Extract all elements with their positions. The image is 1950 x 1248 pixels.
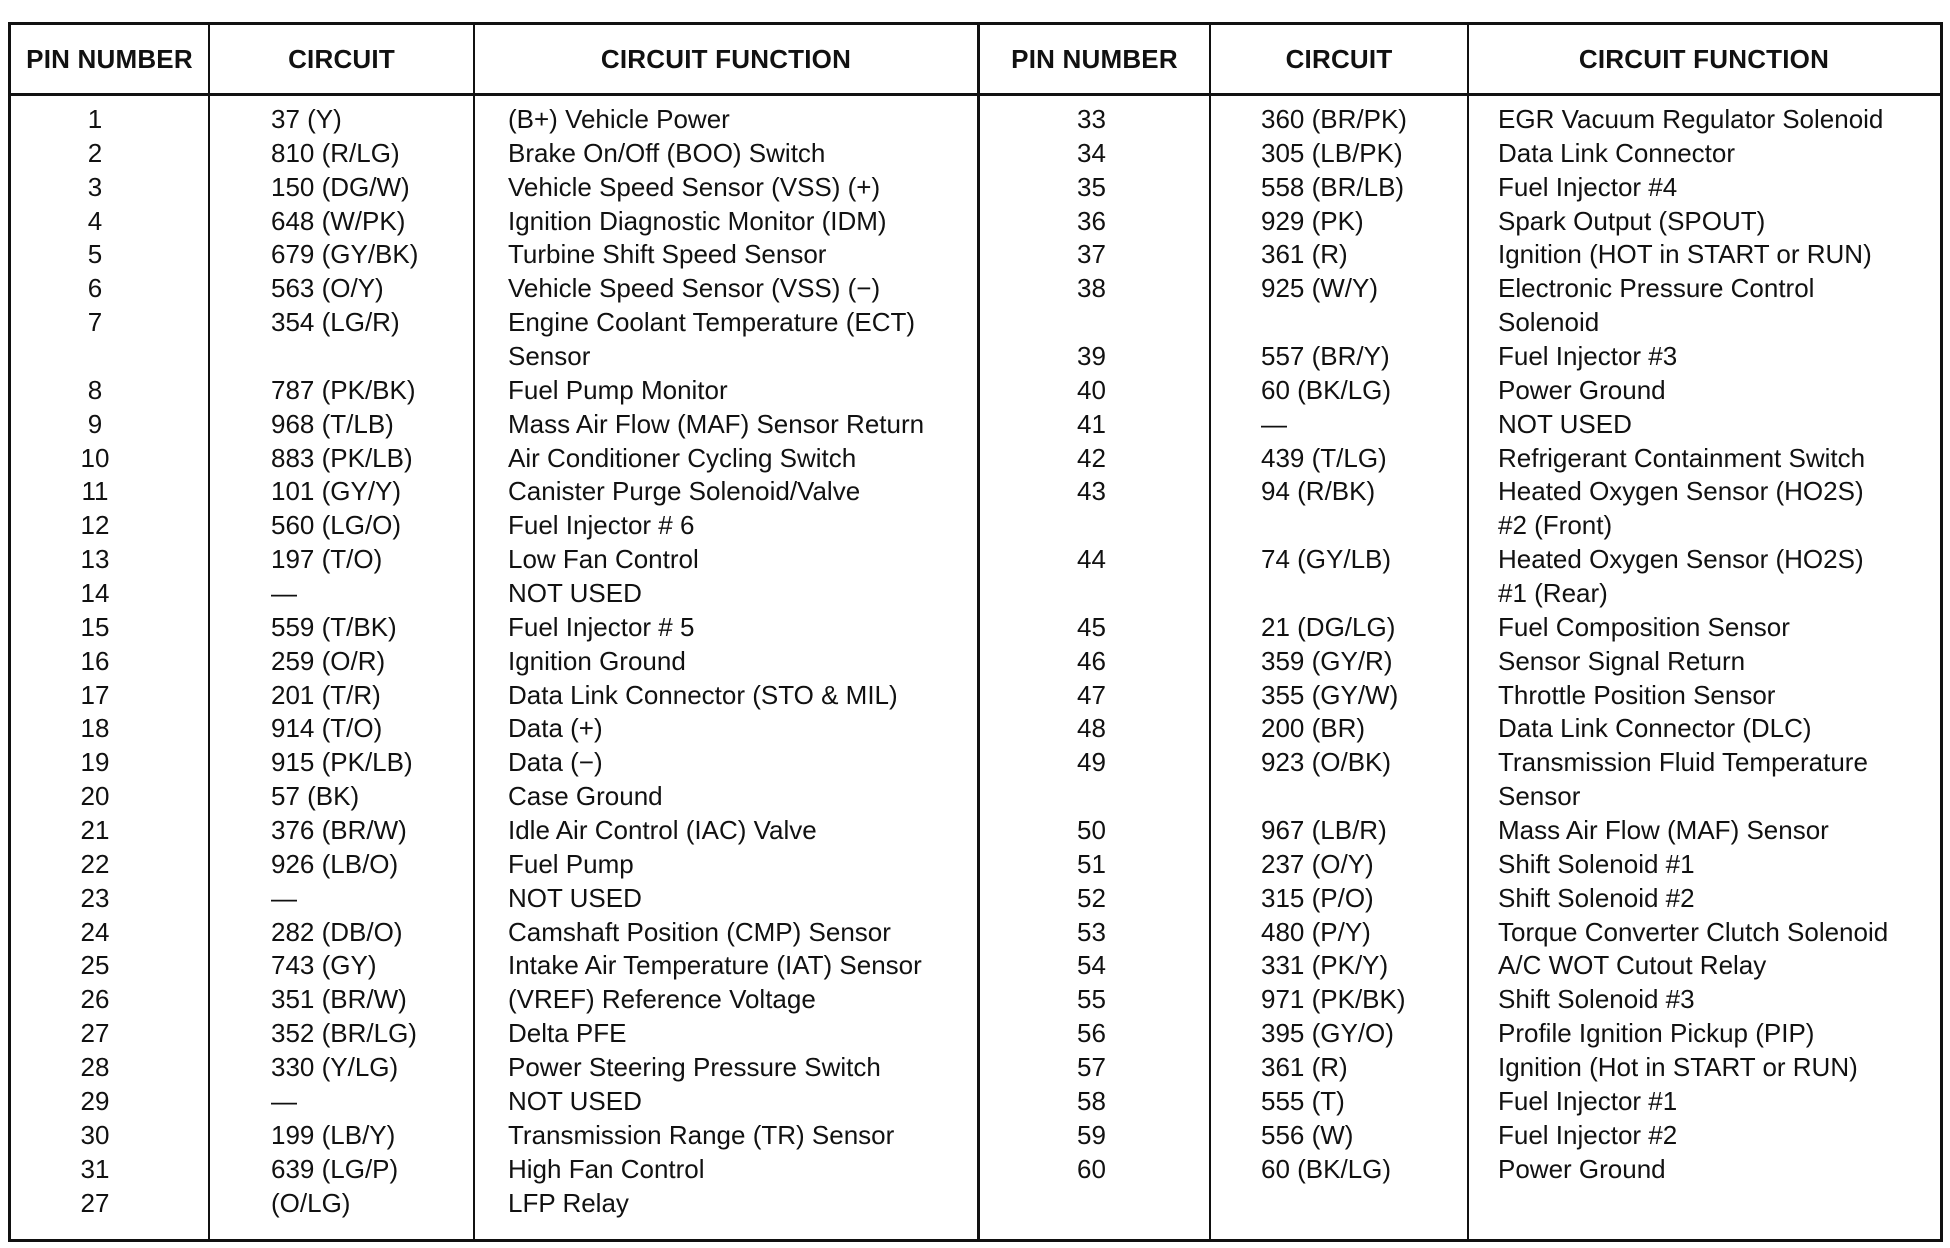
table-row [977, 408, 1943, 442]
pin-cell: 27 [80, 1018, 110, 1049]
table-row [977, 137, 1943, 171]
pin-cell: 21 [80, 815, 110, 846]
circuit-cell: — [271, 578, 297, 609]
table-row [11, 645, 977, 679]
pin-cell: 1 [87, 104, 103, 134]
table-row [11, 1153, 977, 1187]
table-row [11, 442, 977, 476]
circuit-cell: 237 (O/Y) [1261, 848, 1374, 879]
circuit-cell: 351 (BR/W) [271, 984, 407, 1015]
table-row [11, 340, 977, 374]
circuit-cell: 555 (T) [1261, 1085, 1345, 1116]
table-row [11, 509, 977, 543]
table-row [977, 1085, 1943, 1119]
table-row [977, 103, 1943, 137]
function-cell: Sensor [1498, 781, 1581, 812]
function-cell: Fuel Pump Monitor [508, 374, 728, 405]
function-cell: A/C WOT Cutout Relay [1498, 950, 1767, 981]
function-cell: Fuel Injector #4 [1498, 171, 1678, 202]
table-row [11, 1187, 977, 1221]
function-cell: Fuel Injector # 6 [508, 510, 695, 541]
circuit-cell: 305 (LB/PK) [1261, 137, 1403, 168]
function-cell: Shift Solenoid #3 [1498, 984, 1695, 1015]
table-row [11, 983, 977, 1017]
function-cell: Spark Output (SPOUT) [1498, 205, 1766, 236]
function-cell: Torque Converter Clutch Solenoid [1498, 916, 1889, 947]
pin-cell: 60 [1077, 1153, 1106, 1184]
header-divider [11, 93, 1940, 96]
circuit-cell: 395 (GY/O) [1261, 1018, 1394, 1049]
pin-cell: 7 [87, 307, 103, 338]
function-cell: NOT USED [508, 1085, 642, 1116]
circuit-cell: 57 (BK) [271, 781, 360, 812]
table-row [977, 171, 1943, 205]
circuit-cell: 968 (T/LB) [271, 408, 394, 439]
table-row [11, 543, 977, 577]
pin-cell: 55 [1077, 984, 1106, 1015]
function-cell: Throttle Position Sensor [1498, 679, 1776, 710]
header-circuit-right: CIRCUIT [1285, 43, 1393, 74]
circuit-cell: 925 (W/Y) [1261, 273, 1379, 304]
function-cell: Vehicle Speed Sensor (VSS) (−) [508, 273, 881, 304]
function-cell: Ignition (HOT in START or RUN) [1498, 239, 1872, 270]
pin-cell: 3 [87, 171, 103, 202]
function-cell: Sensor Signal Return [1498, 645, 1746, 676]
pin-cell: 23 [80, 882, 110, 913]
pin-cell: 34 [1077, 137, 1106, 168]
table-row [977, 983, 1943, 1017]
table-row [11, 1119, 977, 1153]
function-cell: Ignition Diagnostic Monitor (IDM) [508, 205, 887, 236]
function-cell: Data (+) [508, 713, 603, 744]
circuit-cell: 558 (BR/LB) [1261, 171, 1405, 202]
circuit-cell: 197 (T/O) [271, 544, 383, 575]
circuit-cell: 929 (PK) [1261, 205, 1364, 236]
circuit-cell: 94 (R/BK) [1261, 476, 1376, 507]
function-cell: Heated Oxygen Sensor (HO2S) [1498, 544, 1864, 575]
circuit-cell: 376 (BR/W) [271, 815, 407, 846]
function-cell: Transmission Fluid Temperature [1498, 747, 1868, 778]
function-cell: (B+) Vehicle Power [508, 104, 730, 134]
pin-cell: 19 [80, 747, 110, 778]
function-cell: (VREF) Reference Voltage [508, 984, 816, 1015]
table-row [11, 103, 977, 137]
table-row [11, 949, 977, 983]
function-cell: Air Conditioner Cycling Switch [508, 442, 857, 473]
function-cell: Data Link Connector (STO & MIL) [508, 679, 898, 710]
circuit-cell: 331 (PK/Y) [1261, 950, 1389, 981]
pin-cell: 43 [1077, 476, 1106, 507]
circuit-cell: 330 (Y/LG) [271, 1052, 399, 1083]
function-cell: Power Ground [1498, 1153, 1666, 1184]
pin-cell: 50 [1077, 815, 1106, 846]
pin-cell: 37 [1077, 239, 1106, 270]
circuit-cell: 971 (PK/BK) [1261, 984, 1406, 1015]
table-row [11, 1017, 977, 1051]
pin-cell: 45 [1077, 611, 1106, 642]
pin-cell: 57 [1077, 1052, 1106, 1083]
function-cell: Shift Solenoid #1 [1498, 848, 1695, 879]
circuit-cell: 743 (GY) [271, 950, 377, 981]
table-row [11, 306, 977, 340]
circuit-cell: 352 (BR/LG) [271, 1018, 417, 1049]
pin-cell: 25 [80, 950, 110, 981]
pin-cell: 48 [1077, 713, 1106, 744]
circuit-cell: (O/LG) [271, 1187, 351, 1218]
function-cell: Canister Purge Solenoid/Valve [508, 476, 861, 507]
circuit-cell: 60 (BK/LG) [1261, 1153, 1392, 1184]
circuit-cell: 282 (DB/O) [271, 916, 403, 947]
pin-cell: 40 [1077, 374, 1106, 405]
table-row [977, 475, 1943, 509]
function-cell: Power Steering Pressure Switch [508, 1052, 881, 1083]
function-cell: Electronic Pressure Control [1498, 273, 1815, 304]
function-cell: Vehicle Speed Sensor (VSS) (+) [508, 171, 881, 202]
table-row [977, 1153, 1943, 1187]
table-row [977, 205, 1943, 239]
circuit-cell: 810 (R/LG) [271, 137, 400, 168]
pin-cell: 47 [1077, 679, 1106, 710]
pin-cell: 11 [81, 476, 109, 507]
circuit-cell: 60 (BK/LG) [1261, 374, 1392, 405]
pin-cell: 26 [80, 984, 110, 1015]
pin-cell: 12 [80, 510, 110, 541]
circuit-cell: 315 (P/O) [1261, 882, 1374, 913]
table-row [977, 340, 1943, 374]
function-cell: Brake On/Off (BOO) Switch [508, 137, 826, 168]
circuit-cell: 150 (DG/W) [271, 171, 410, 202]
circuit-cell: 563 (O/Y) [271, 273, 384, 304]
pin-cell: 36 [1077, 205, 1106, 236]
table-row [977, 577, 1943, 611]
circuit-cell: 556 (W) [1261, 1119, 1354, 1150]
table-row [977, 848, 1943, 882]
table-row [977, 238, 1943, 272]
circuit-cell: 967 (LB/R) [1261, 815, 1387, 846]
table-row [977, 712, 1943, 746]
pin-cell: 49 [1077, 747, 1106, 778]
pin-cell: 8 [87, 374, 103, 405]
pin-cell: 33 [1077, 104, 1106, 134]
function-cell: Fuel Composition Sensor [1498, 611, 1790, 642]
table-row [977, 611, 1943, 645]
circuit-cell: 354 (LG/R) [271, 307, 400, 338]
pin-cell: 22 [80, 848, 110, 879]
pin-cell: 35 [1077, 171, 1106, 202]
pin-cell: 41 [1077, 408, 1106, 439]
circuit-cell: 914 (T/O) [271, 713, 383, 744]
function-cell: Fuel Injector #2 [1498, 1119, 1678, 1150]
function-cell: Transmission Range (TR) Sensor [508, 1119, 895, 1150]
pin-cell: 4 [87, 205, 103, 236]
function-cell: Fuel Injector #1 [1498, 1085, 1678, 1116]
circuit-cell: 923 (O/BK) [1261, 747, 1392, 778]
pin-cell: 6 [87, 273, 103, 304]
table-row [11, 916, 977, 950]
function-cell: LFP Relay [508, 1187, 629, 1218]
function-cell: Fuel Pump [508, 848, 634, 879]
pin-cell: 10 [80, 442, 110, 473]
table-row [977, 780, 1943, 814]
table-row [11, 205, 977, 239]
pin-cell: 53 [1077, 916, 1106, 947]
circuit-cell: 679 (GY/BK) [271, 239, 419, 270]
table-row [977, 306, 1943, 340]
table-row [11, 712, 977, 746]
pin-cell: 51 [1077, 848, 1106, 879]
table-row [11, 780, 977, 814]
function-cell: #1 (Rear) [1498, 578, 1608, 609]
header-circuit-function-right: CIRCUIT FUNCTION [1578, 43, 1830, 74]
circuit-cell: 21 (DG/LG) [1261, 611, 1396, 642]
pin-cell: 2 [87, 137, 103, 168]
function-cell: Ignition (Hot in START or RUN) [1498, 1052, 1858, 1083]
table-row [977, 374, 1943, 408]
function-cell: Data Link Connector (DLC) [1498, 713, 1812, 744]
function-cell: Profile Ignition Pickup (PIP) [1498, 1018, 1815, 1049]
table-row [977, 645, 1943, 679]
circuit-cell: 259 (O/R) [271, 645, 386, 676]
function-cell: Shift Solenoid #2 [1498, 882, 1695, 913]
function-cell: Data Link Connector [1498, 137, 1736, 168]
table-row [977, 1051, 1943, 1085]
table-row [977, 882, 1943, 916]
circuit-cell: — [1261, 408, 1287, 439]
header-circuit: CIRCUIT [288, 43, 395, 74]
circuit-cell: 557 (BR/Y) [1261, 341, 1390, 372]
circuit-cell: 199 (LB/Y) [271, 1119, 396, 1150]
pin-cell: 46 [1077, 645, 1106, 676]
right-pin-list [977, 103, 1943, 1187]
table-row [11, 475, 977, 509]
circuit-cell: — [271, 882, 297, 913]
table-row [977, 442, 1943, 476]
pin-cell: 59 [1077, 1119, 1106, 1150]
circuit-cell: 359 (GY/R) [1261, 645, 1393, 676]
pin-cell: 14 [80, 578, 110, 609]
function-cell: Mass Air Flow (MAF) Sensor [1498, 815, 1829, 846]
table-row [977, 916, 1943, 950]
circuit-cell: 74 (GY/LB) [1261, 544, 1392, 575]
table-row [11, 1051, 977, 1085]
pin-cell: 15 [80, 611, 110, 642]
table-row [977, 679, 1943, 713]
function-cell: High Fan Control [508, 1153, 705, 1184]
header-pin-number-right: PIN NUMBER [1011, 43, 1178, 74]
pin-cell: 20 [80, 781, 110, 812]
circuit-cell: 101 (GY/Y) [271, 476, 402, 507]
table-row [11, 611, 977, 645]
pin-cell: 28 [80, 1052, 110, 1083]
table-row [977, 1017, 1943, 1051]
circuit-cell: 560 (LG/O) [271, 510, 402, 541]
function-cell: Solenoid [1498, 307, 1600, 338]
pin-table [8, 22, 1943, 1242]
table-row [11, 679, 977, 713]
pin-cell: 39 [1077, 341, 1106, 372]
pin-cell: 27 [80, 1187, 110, 1218]
circuit-cell: 648 (W/PK) [271, 205, 406, 236]
function-cell: Data (−) [508, 747, 603, 778]
table-row [977, 272, 1943, 306]
function-cell: Ignition Ground [508, 645, 686, 676]
table-row [977, 746, 1943, 780]
circuit-cell: 639 (LG/P) [271, 1153, 399, 1184]
circuit-cell: 915 (PK/LB) [271, 747, 413, 778]
function-cell: EGR Vacuum Regulator Solenoid [1498, 104, 1884, 134]
pin-cell: 13 [80, 544, 110, 575]
function-cell: Fuel Injector # 5 [508, 611, 695, 642]
pin-cell: 24 [80, 916, 110, 947]
function-cell: Low Fan Control [508, 544, 699, 575]
table-row [977, 509, 1943, 543]
circuit-cell: 926 (LB/O) [271, 848, 399, 879]
circuit-cell: 787 (PK/BK) [271, 374, 416, 405]
table-row [977, 814, 1943, 848]
table-row [11, 374, 977, 408]
header-pin-number: PIN NUMBER [26, 43, 193, 74]
table-row [11, 171, 977, 205]
pin-cell: 9 [87, 408, 103, 439]
function-cell: NOT USED [508, 882, 642, 913]
table-row [11, 848, 977, 882]
function-cell: Intake Air Temperature (IAT) Sensor [508, 950, 922, 981]
table-row [11, 238, 977, 272]
pin-cell: 42 [1077, 442, 1106, 473]
circuit-cell: 201 (T/R) [271, 679, 381, 710]
function-cell: Camshaft Position (CMP) Sensor [508, 916, 891, 947]
function-cell: Case Ground [508, 781, 663, 812]
pin-cell: 17 [80, 679, 110, 710]
circuit-cell: 439 (T/LG) [1261, 442, 1387, 473]
table-row [11, 137, 977, 171]
pin-cell: 52 [1077, 882, 1106, 913]
table-row [11, 577, 977, 611]
pin-cell: 44 [1077, 544, 1106, 575]
pin-cell: 54 [1077, 950, 1106, 981]
table-row [11, 746, 977, 780]
table-row [11, 408, 977, 442]
pin-cell: 5 [87, 239, 103, 270]
circuit-cell: 37 (Y) [271, 104, 342, 134]
function-cell: Refrigerant Containment Switch [1498, 442, 1866, 473]
function-cell: Engine Coolant Temperature (ECT) [508, 307, 916, 338]
circuit-cell: 480 (P/Y) [1261, 916, 1371, 947]
table-row [11, 814, 977, 848]
function-cell: Delta PFE [508, 1018, 627, 1049]
function-cell: NOT USED [1498, 408, 1632, 439]
table-row [977, 949, 1943, 983]
pin-cell: 31 [80, 1153, 110, 1184]
table-row [977, 1119, 1943, 1153]
function-cell: #2 (Front) [1498, 510, 1613, 541]
pin-cell: 16 [80, 645, 110, 676]
pin-cell: 30 [80, 1119, 110, 1150]
circuit-cell: — [271, 1085, 297, 1116]
function-cell: Turbine Shift Speed Sensor [508, 239, 827, 270]
circuit-cell: 355 (GY/W) [1261, 679, 1399, 710]
circuit-cell: 361 (R) [1261, 1052, 1348, 1083]
table-row [11, 882, 977, 916]
function-cell: Sensor [508, 341, 591, 372]
pin-cell: 18 [80, 713, 110, 744]
function-cell: Fuel Injector #3 [1498, 341, 1678, 372]
pin-cell: 29 [80, 1085, 110, 1116]
left-pin-list [11, 103, 977, 1220]
circuit-cell: 883 (PK/LB) [271, 442, 413, 473]
function-cell: Heated Oxygen Sensor (HO2S) [1498, 476, 1864, 507]
function-cell: Idle Air Control (IAC) Valve [508, 815, 817, 846]
table-row [977, 543, 1943, 577]
circuit-cell: 361 (R) [1261, 239, 1348, 270]
pin-cell: 38 [1077, 273, 1106, 304]
circuit-cell: 200 (BR) [1261, 713, 1366, 744]
function-cell: Mass Air Flow (MAF) Sensor Return [508, 408, 925, 439]
table-row [11, 1085, 977, 1119]
function-cell: Power Ground [1498, 374, 1666, 405]
circuit-cell: 559 (T/BK) [271, 611, 397, 642]
pin-cell: 58 [1077, 1085, 1106, 1116]
table-row [11, 272, 977, 306]
circuit-cell: 360 (BR/PK) [1261, 104, 1407, 134]
header-circuit-function: CIRCUIT FUNCTION [600, 43, 852, 74]
pin-cell: 56 [1077, 1018, 1106, 1049]
function-cell: NOT USED [508, 578, 642, 609]
